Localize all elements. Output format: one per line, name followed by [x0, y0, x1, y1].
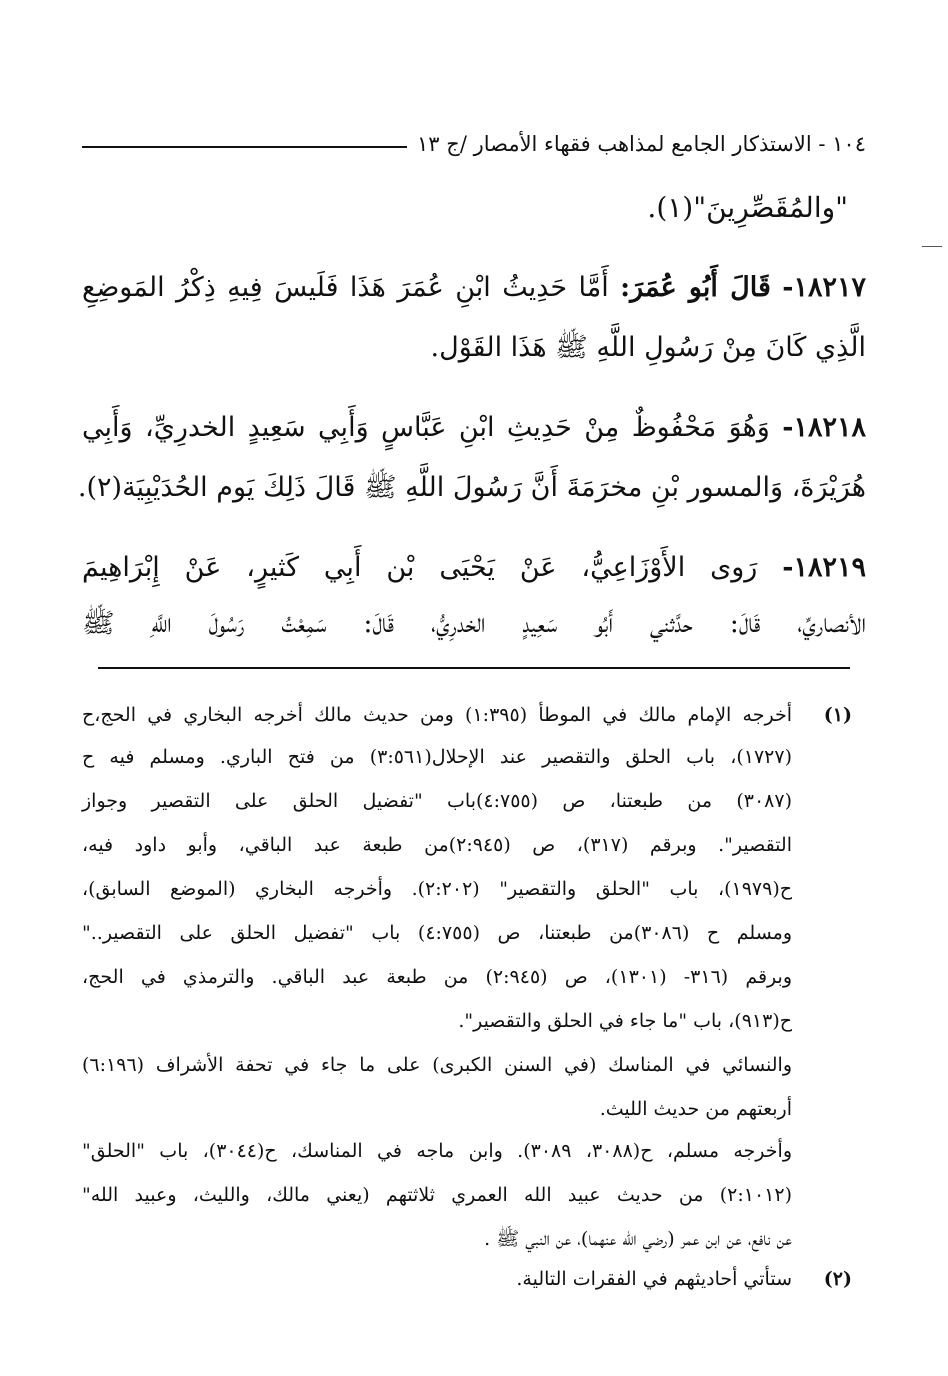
footnote-1-line-9: والنسائي في المناسك (في السنن الكبرى) على ما جاء في تحفة الأشراف (٦:١٩٦)	[82, 1054, 792, 1076]
paragraph-lead: قَالَ أَبُو عُمَرَ:	[620, 272, 771, 303]
footnote-1-line-13: عن نافع، عن ابن عمر (رضي الله عنهما)، عن النبي ﷺ .	[484, 1228, 792, 1250]
paragraph-18217-line-1	[82, 268, 866, 308]
paragraph-number: ١٨٢١٨-	[782, 412, 866, 443]
margin-mark	[922, 246, 942, 247]
header-title: ١٠٤ - الاستذكار الجامع لمذاهب فقهاء الأمصار /ج ١٣	[417, 132, 866, 156]
footnote-1-line-1: أخرجه الإمام مالك في الموطأ (١:٣٩٥) ومن حديث مالك أخرجه البخاري في الحج،ح	[82, 704, 792, 726]
footnote-1-line-6: ومسلم ح (٣٠٨٦)من طبعتنا، ص (٤:٧٥٥) باب "تفضيل الحلق على التقصير.."	[82, 922, 793, 944]
footnote-1-line-3: (٣٠٨٧) من طبعتنا، ص (٤:٧٥٥)باب "تفضيل الحلق على التقصير وجواز	[82, 790, 792, 812]
header-rule	[82, 146, 407, 148]
footnote-2-text: ستأتي أحاديثهم في الفقرات التالية.	[516, 1268, 792, 1290]
footnote-1-line-11: وأخرجه مسلم، ح(٣٠٨٨، ٣٠٨٩). وابن ماجه في المناسك، ح(٣٠٤٤)، باب "الحلق"	[82, 1140, 792, 1162]
paragraph-text: رَوى الأَوْزَاعِيُّ، عَنْ يَحْيَى بْن أَبِي كَثيرٍ، عَنْ إِبْرَاهِيمَ	[82, 552, 758, 583]
footnote-1-line-2: (١٧٢٧)، باب الحلق والتقصير عند الإحلال(٣:٥٦١) من فتح الباري. ومسلم فيه ح	[82, 746, 792, 768]
paragraph-18219-line-2: الأنصاريِّ، قَالَ: حدَّثني أَبُو سَعِيدٍ الخدرِيُّ، قَالَ: سَمِعْتُ رَسُولَ اللَّهِ ﷺ	[82, 608, 866, 639]
footnote-2-marker: (٢)	[823, 1268, 852, 1290]
paragraph-text: أَمَّا حَدِيثُ ابْنِ عُمَرَ هَذَا فَلَيسَ فِيهِ ذِكْرُ المَوضِعِ	[82, 272, 609, 303]
paragraph-18218-line-2: هُرَيْرَةَ، وَالمسور بْنِ مخرَمَةَ أَنَّ رَسُولَ اللَّهِ ﷺ قَالَ ذَلِكَ يَوم الحُدَيْبِيَة(٢).	[77, 472, 866, 503]
footnote-separator	[98, 667, 850, 669]
footnote-1-line-12: (٢:١٠١٢) من حديث عبيد الله العمري ثلاثتهم (يعني مالك، والليث، وعبيد الله"	[82, 1184, 792, 1206]
paragraph-18219-line-1	[82, 548, 866, 588]
footnote-1-line-10: أربعتهم من حديث الليث.	[599, 1098, 792, 1120]
intro-line: "والمُقَصِّرِينَ"(١).	[647, 191, 848, 224]
paragraph-text: وَهُوَ مَحْفُوظٌ مِنْ حَدِيثِ ابْنِ عَبَّاسٍ وَأَبِي سَعِيدٍ الخدرِيِّ، وَأَبِي	[82, 412, 770, 443]
paragraph-number: ١٨٢١٩-	[782, 552, 866, 583]
paragraph-18217-line-2: الَّذِي كَانَ مِنْ رَسُولِ اللَّهِ ﷺ هَذَا القَوْل.	[430, 332, 866, 363]
paragraph-18218-line-1	[82, 408, 866, 448]
footnote-1-line-8: ح(٩١٣)، باب "ما جاء في الحلق والتقصير".	[458, 1010, 792, 1032]
running-header	[82, 132, 866, 156]
footnote-1-marker: (١)	[823, 704, 852, 726]
footnote-1-line-7: وبرقم (٣١٦- (١٣٠١)، ص (٢:٩٤٥) من طبعة عبد الباقي. والترمذي في الحج،	[82, 966, 793, 988]
footnote-1-line-5: ح(١٩٧٩)، باب "الحلق والتقصير" (٢:٢٠٢). وأخرجه البخاري (الموضع السابق)،	[82, 878, 793, 900]
paragraph-number: ١٨٢١٧-	[782, 272, 866, 303]
footnote-1-line-4: التقصير". وبرقم (٣١٧)، ص (٢:٩٤٥)من طبعة عبد الباقي، وأبو داود فيه،	[82, 834, 792, 856]
